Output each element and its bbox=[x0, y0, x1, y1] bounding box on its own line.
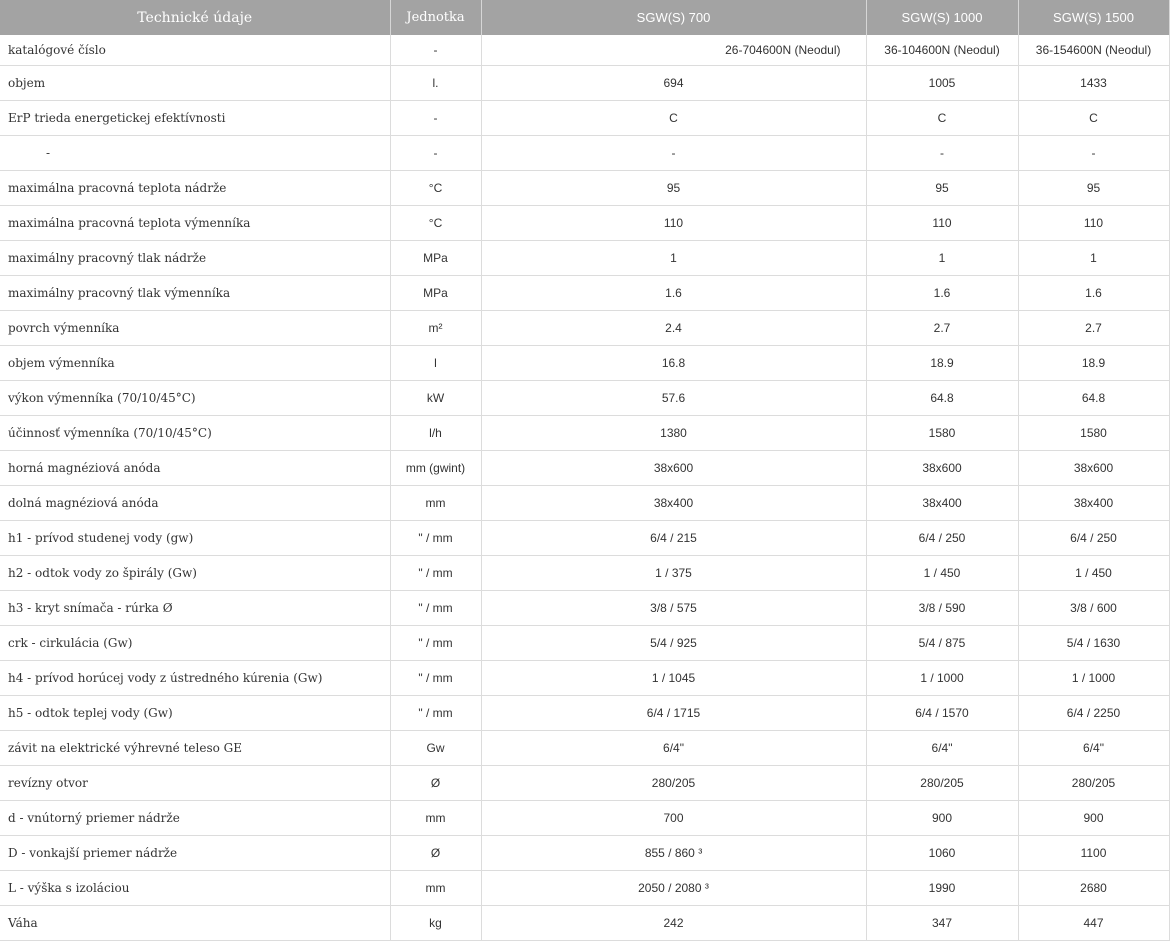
table-row bbox=[0, 521, 1169, 556]
row-label: objem výmenníka bbox=[0, 346, 390, 381]
row-unit: " / mm bbox=[390, 661, 481, 696]
row-unit: kg bbox=[390, 906, 481, 941]
row-unit: " / mm bbox=[390, 696, 481, 731]
row-value-model-1: 6/4 / 1715 bbox=[481, 696, 866, 731]
row-label: maximálny pracovný tlak výmenníka bbox=[0, 276, 390, 311]
row-value-model-2: 6/4" bbox=[866, 731, 1018, 766]
row-value-model-1: 2050 / 2080 ³ bbox=[481, 871, 866, 906]
row-value-model-3: 1433 bbox=[1018, 66, 1169, 101]
row-value-model-3: 64.8 bbox=[1018, 381, 1169, 416]
row-value-model-2: 2.7 bbox=[866, 311, 1018, 346]
row-value-model-1: 1.6 bbox=[481, 276, 866, 311]
row-value-model-3: 36-154600N (Neodul) bbox=[1018, 35, 1169, 66]
row-label: L - výška s izoláciou bbox=[0, 871, 390, 906]
table-row bbox=[0, 101, 1169, 136]
row-unit: mm bbox=[390, 486, 481, 521]
row-label: d - vnútorný priemer nádrže bbox=[0, 801, 390, 836]
table-row bbox=[0, 171, 1169, 206]
row-value-model-2: 38x400 bbox=[866, 486, 1018, 521]
row-value-model-1: 1 bbox=[481, 241, 866, 276]
row-label: horná magnéziová anóda bbox=[0, 451, 390, 486]
row-value-model-3: 1.6 bbox=[1018, 276, 1169, 311]
table-row bbox=[0, 661, 1169, 696]
row-value-model-1: 1 / 1045 bbox=[481, 661, 866, 696]
row-value-model-2: 95 bbox=[866, 171, 1018, 206]
row-label: - bbox=[0, 136, 390, 171]
row-value-model-1: - bbox=[481, 136, 866, 171]
row-value-model-2: 280/205 bbox=[866, 766, 1018, 801]
row-value-model-1: 5/4 / 925 bbox=[481, 626, 866, 661]
row-unit: " / mm bbox=[390, 521, 481, 556]
table-row bbox=[0, 591, 1169, 626]
row-label: katalógové číslo bbox=[0, 35, 390, 66]
table-row bbox=[0, 556, 1169, 591]
row-value-model-2: 900 bbox=[866, 801, 1018, 836]
row-value-model-1: 1 / 375 bbox=[481, 556, 866, 591]
row-value-model-3: 38x400 bbox=[1018, 486, 1169, 521]
table-row bbox=[0, 206, 1169, 241]
row-value-model-2: 1 bbox=[866, 241, 1018, 276]
row-label: povrch výmenníka bbox=[0, 311, 390, 346]
row-unit: - bbox=[390, 35, 481, 66]
table-row bbox=[0, 276, 1169, 311]
row-value-model-1: 855 / 860 ³ bbox=[481, 836, 866, 871]
row-value-model-3: 18.9 bbox=[1018, 346, 1169, 381]
table-row bbox=[0, 731, 1169, 766]
row-unit: l. bbox=[390, 66, 481, 101]
row-value-model-3: 1 / 1000 bbox=[1018, 661, 1169, 696]
row-label: revízny otvor bbox=[0, 766, 390, 801]
row-label: D - vonkajší priemer nádrže bbox=[0, 836, 390, 871]
row-value-model-1: 2.4 bbox=[481, 311, 866, 346]
row-value-model-2: 64.8 bbox=[866, 381, 1018, 416]
row-value-model-3: 2680 bbox=[1018, 871, 1169, 906]
row-value-model-1: C bbox=[481, 101, 866, 136]
row-unit: kW bbox=[390, 381, 481, 416]
row-value-model-2: - bbox=[866, 136, 1018, 171]
row-value-model-2: 1005 bbox=[866, 66, 1018, 101]
row-label: h3 - kryt snímača - rúrka Ø bbox=[0, 591, 390, 626]
table-row bbox=[0, 241, 1169, 276]
row-unit: Ø bbox=[390, 836, 481, 871]
row-value-model-3: 110 bbox=[1018, 206, 1169, 241]
row-value-model-2: 347 bbox=[866, 906, 1018, 941]
row-value-model-3: - bbox=[1018, 136, 1169, 171]
row-value-model-2: 38x600 bbox=[866, 451, 1018, 486]
row-unit: " / mm bbox=[390, 556, 481, 591]
table-row bbox=[0, 381, 1169, 416]
header-model-3: SGW(S) 1500 bbox=[1018, 0, 1169, 35]
row-value-model-2: 1990 bbox=[866, 871, 1018, 906]
table-row bbox=[0, 836, 1169, 871]
row-value-model-2: 6/4 / 1570 bbox=[866, 696, 1018, 731]
row-value-model-1: 280/205 bbox=[481, 766, 866, 801]
row-value-model-2: 18.9 bbox=[866, 346, 1018, 381]
row-value-model-3: 1 bbox=[1018, 241, 1169, 276]
table-row bbox=[0, 696, 1169, 731]
row-value-model-1: 110 bbox=[481, 206, 866, 241]
row-unit: m² bbox=[390, 311, 481, 346]
row-unit: °C bbox=[390, 171, 481, 206]
table-row bbox=[0, 766, 1169, 801]
row-unit: MPa bbox=[390, 276, 481, 311]
row-value-model-3: 1100 bbox=[1018, 836, 1169, 871]
row-value-model-3: 95 bbox=[1018, 171, 1169, 206]
row-value-model-2: 1.6 bbox=[866, 276, 1018, 311]
row-unit: mm bbox=[390, 871, 481, 906]
row-label: crk - cirkulácia (Gw) bbox=[0, 626, 390, 661]
row-value-model-2: 1 / 1000 bbox=[866, 661, 1018, 696]
row-value-model-3: 3/8 / 600 bbox=[1018, 591, 1169, 626]
row-value-model-2: 6/4 / 250 bbox=[866, 521, 1018, 556]
row-unit: Ø bbox=[390, 766, 481, 801]
row-value-model-2: 110 bbox=[866, 206, 1018, 241]
row-value-model-2: 1580 bbox=[866, 416, 1018, 451]
row-value-model-2: C bbox=[866, 101, 1018, 136]
row-value-model-2: 5/4 / 875 bbox=[866, 626, 1018, 661]
table-row bbox=[0, 311, 1169, 346]
row-value-model-1: 6/4 / 215 bbox=[481, 521, 866, 556]
table-row bbox=[0, 906, 1169, 941]
row-label: objem bbox=[0, 66, 390, 101]
row-value-model-1: 694 bbox=[481, 66, 866, 101]
row-value-model-1: 242 bbox=[481, 906, 866, 941]
row-value-model-1: 1380 bbox=[481, 416, 866, 451]
row-value-model-2: 1 / 450 bbox=[866, 556, 1018, 591]
row-value-model-3: 2.7 bbox=[1018, 311, 1169, 346]
row-unit: MPa bbox=[390, 241, 481, 276]
table-row bbox=[0, 416, 1169, 451]
row-label: ErP trieda energetickej efektívnosti bbox=[0, 101, 390, 136]
row-value-model-1: 95 bbox=[481, 171, 866, 206]
row-value-model-3: C bbox=[1018, 101, 1169, 136]
table-row bbox=[0, 871, 1169, 906]
table-row bbox=[0, 801, 1169, 836]
row-label: maximálny pracovný tlak nádrže bbox=[0, 241, 390, 276]
row-value-model-3: 5/4 / 1630 bbox=[1018, 626, 1169, 661]
row-value-model-1: 6/4" bbox=[481, 731, 866, 766]
row-value-model-1: 3/8 / 575 bbox=[481, 591, 866, 626]
row-value-model-1: 57.6 bbox=[481, 381, 866, 416]
row-unit: " / mm bbox=[390, 626, 481, 661]
row-unit: - bbox=[390, 101, 481, 136]
row-label: Váha bbox=[0, 906, 390, 941]
row-value-model-1: 38x600 bbox=[481, 451, 866, 486]
row-label: h5 - odtok teplej vody (Gw) bbox=[0, 696, 390, 731]
table-header-row bbox=[0, 0, 1169, 35]
row-unit: " / mm bbox=[390, 591, 481, 626]
row-value-model-3: 1580 bbox=[1018, 416, 1169, 451]
header-model-2: SGW(S) 1000 bbox=[866, 0, 1018, 35]
table-row bbox=[0, 486, 1169, 521]
row-value-model-3: 6/4 / 250 bbox=[1018, 521, 1169, 556]
row-value-model-3: 6/4 / 2250 bbox=[1018, 696, 1169, 731]
table-row bbox=[0, 35, 1169, 66]
row-value-model-2: 36-104600N (Neodul) bbox=[866, 35, 1018, 66]
table-row bbox=[0, 451, 1169, 486]
row-label: závit na elektrické výhrevné teleso GE bbox=[0, 731, 390, 766]
row-unit: - bbox=[390, 136, 481, 171]
row-unit: l bbox=[390, 346, 481, 381]
row-value-model-3: 447 bbox=[1018, 906, 1169, 941]
row-value-model-1: 38x400 bbox=[481, 486, 866, 521]
row-label: výkon výmenníka (70/10/45°C) bbox=[0, 381, 390, 416]
row-value-model-3: 280/205 bbox=[1018, 766, 1169, 801]
table-row bbox=[0, 626, 1169, 661]
row-value-model-1: 26-704600N (Neodul) bbox=[481, 35, 866, 66]
row-label: h1 - prívod studenej vody (gw) bbox=[0, 521, 390, 556]
header-unit: Jednotka bbox=[390, 0, 481, 35]
row-value-model-3: 900 bbox=[1018, 801, 1169, 836]
row-unit: °C bbox=[390, 206, 481, 241]
row-unit: mm (gwint) bbox=[390, 451, 481, 486]
row-value-model-1: 16.8 bbox=[481, 346, 866, 381]
row-label: dolná magnéziová anóda bbox=[0, 486, 390, 521]
table-row bbox=[0, 136, 1169, 171]
row-value-model-1: 700 bbox=[481, 801, 866, 836]
header-model-1: SGW(S) 700 bbox=[481, 0, 866, 35]
header-technical-data: Technické údaje bbox=[0, 0, 390, 35]
row-unit: l/h bbox=[390, 416, 481, 451]
row-unit: Gw bbox=[390, 731, 481, 766]
table-row bbox=[0, 346, 1169, 381]
row-value-model-2: 1060 bbox=[866, 836, 1018, 871]
table-row bbox=[0, 66, 1169, 101]
row-value-model-2: 3/8 / 590 bbox=[866, 591, 1018, 626]
row-label: maximálna pracovná teplota výmenníka bbox=[0, 206, 390, 241]
row-value-model-3: 38x600 bbox=[1018, 451, 1169, 486]
row-label: h4 - prívod horúcej vody z ústredného kúrenia (Gw) bbox=[0, 661, 390, 696]
row-value-model-3: 1 / 450 bbox=[1018, 556, 1169, 591]
row-label: účinnosť výmenníka (70/10/45°C) bbox=[0, 416, 390, 451]
row-label: h2 - odtok vody zo špirály (Gw) bbox=[0, 556, 390, 591]
row-value-model-3: 6/4" bbox=[1018, 731, 1169, 766]
row-unit: mm bbox=[390, 801, 481, 836]
row-label: maximálna pracovná teplota nádrže bbox=[0, 171, 390, 206]
